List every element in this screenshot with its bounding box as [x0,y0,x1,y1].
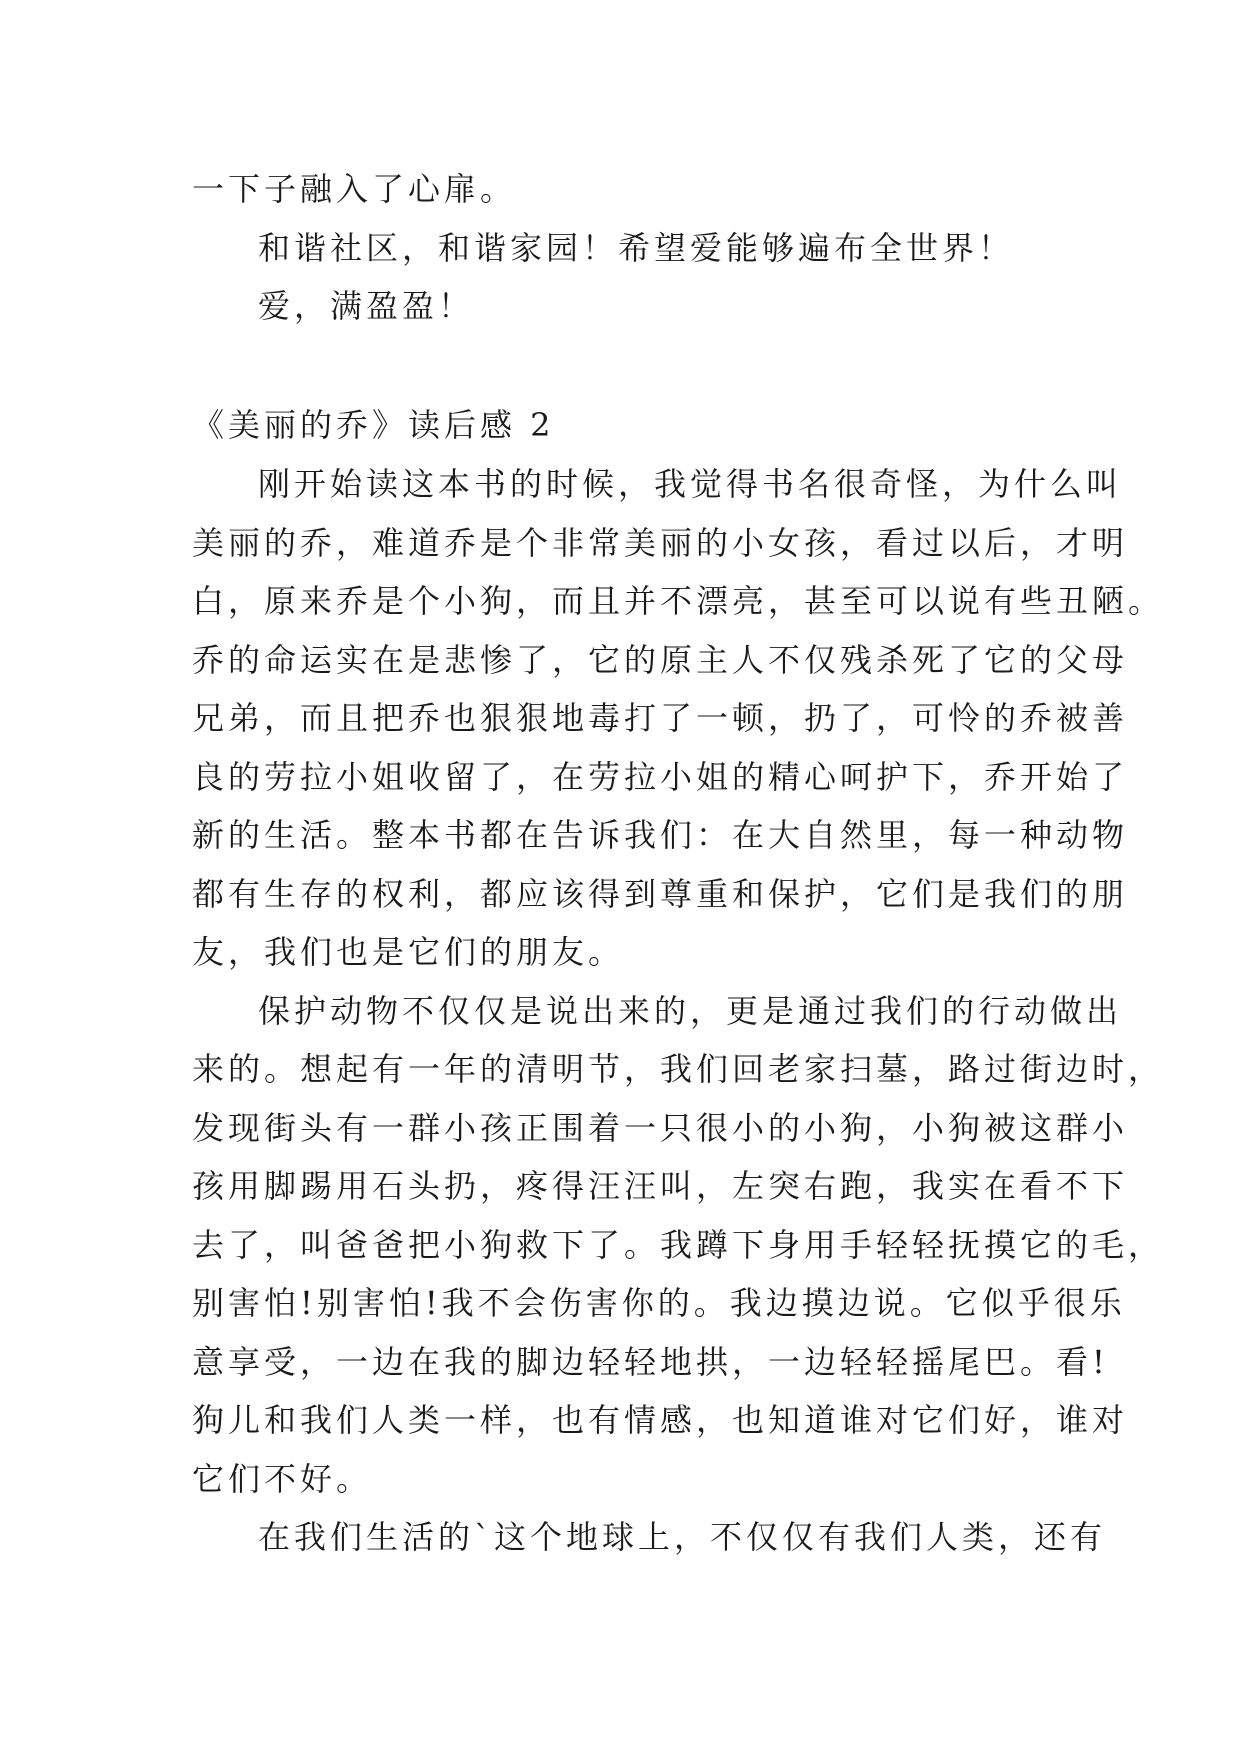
paragraph-3 [192,1508,1107,1567]
paragraph-line: 狗儿和我们人类一样，也有情感，也知道谁对它们好，谁对 [192,1401,1129,1439]
paragraph-line: 它们不好。 [192,1459,373,1498]
paragraph-line: 发现街头有一群小孩正围着一只很小的小狗，小狗被这群小 [192,1108,1129,1147]
continued-line: 一下子融入了心扉。 [192,170,517,208]
paragraph-line: 意享受，一边在我的脚边轻轻地拱，一边轻轻摇尾巴。看! [192,1342,1109,1381]
paragraph-2 [192,982,1165,1509]
paragraph-line: 美丽的乔，难道乔是个非常美丽的小女孩，看过以后，才明 [192,523,1129,562]
paragraph-line: 新的生活。整本书都在告诉我们：在大自然里，每一种动物 [192,816,1129,854]
paragraph-line: 良的劳拉小姐收留了，在劳拉小姐的精心呵护下，乔开始了 [192,757,1129,796]
paragraph-line: 乔的命运实在是悲惨了，它的原主人不仅残杀死了它的父母 [192,640,1129,679]
paragraph-line: 孩用脚踢用石头扔，疼得汪汪叫，左突右跑，我实在看不下 [192,1167,1129,1205]
paragraph-line: 去了，叫爸爸把小狗救下了。我蹲下身用手轻轻抚摸它的毛， [192,1225,1165,1264]
essay-title-block [192,396,1062,455]
closing-paragraph: 爱，满盈盈！ [258,287,475,325]
paragraph-line: 白，原来乔是个小狗，而且并不漂亮，甚至可以说有些丑陋。 [192,582,1165,620]
paragraph-line: 友，我们也是它们的朋友。 [192,933,625,971]
paragraph-1 [192,455,1165,982]
paragraph-line: 刚开始读这本书的时候，我觉得书名很奇怪，为什么叫 [258,465,1123,503]
previous-section-end [192,160,1062,336]
essay-title: 《美丽的乔》读后感 2 [192,406,555,444]
essay-body [192,455,1165,1567]
paragraph-line: 保护动物不仅仅是说出来的，更是通过我们的行动做出 [258,991,1123,1030]
paragraph-line: 都有生存的权利，都应该得到尊重和保护，它们是我们的朋 [192,874,1129,913]
paragraph-line: 别害怕!别害怕!我不会伤害你的。我边摸边说。它似乎很乐 [192,1284,1126,1322]
closing-paragraph: 和谐社区，和谐家园！希望爱能够遍布全世界！ [258,228,1015,267]
paragraph-line: 在我们生活的`这个地球上，不仅仅有我们人类，还有 [258,1518,1107,1556]
paragraph-line: 兄弟，而且把乔也狠狠地毒打了一顿，扔了，可怜的乔被善 [192,699,1129,737]
paragraph-line: 来的。想起有一年的清明节，我们回老家扫墓，路过街边时， [192,1050,1165,1088]
